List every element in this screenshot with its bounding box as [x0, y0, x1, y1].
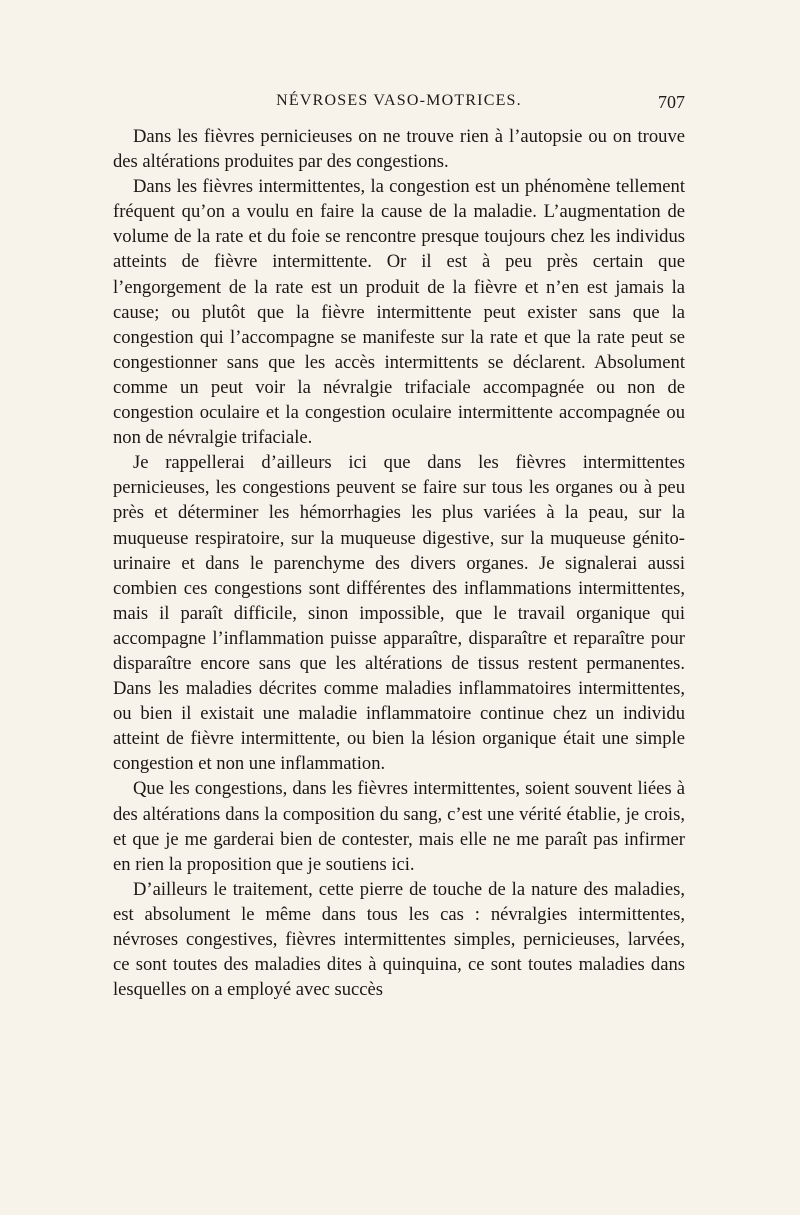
body-text — [113, 124, 685, 1002]
running-title: NÉVROSES VASO-MOTRICES. — [276, 92, 522, 109]
paragraph-1: Dans les fièvres pernicieuses on ne trouve rien à l’autopsie ou on trouve des altérations produites par des congestions. — [113, 126, 685, 173]
paragraph-4: Que les congestions, dans les fièvres intermittentes, soient souvent liées à des altérations dans la composition du sang, c’est une vérité établie, je crois, et que je me garderai bien de contester, mais elle ne me paraît pas infirmer en rien la proposition que je soutiens ici. — [113, 778, 685, 875]
paragraph-3: Je rappellerai d’ailleurs ici que dans les fièvres intermittentes pernicieuses, les congestions peuvent se faire sur tous les organes ou à peu près et déterminer les hémorrhagies les plus variées à la peau, sur la muqueuse respiratoire, sur la muqueuse digestive, sur la muqueuse génito-urinaire et dans le parenchyme des divers organes. Je signalerai aussi combien ces congestions sont différentes des inflammations intermittentes, mais il paraît difficile, sinon impossible, que le travail organique qui accompagne l’inflammation puisse apparaître, disparaître et reparaître pour disparaître encore sans que les altérations de tissus restent permanentes. Dans les maladies décrites comme maladies inflammatoires intermittentes, ou bien il existait une maladie inflammatoire continue chez un individu atteint de fièvre intermittente, ou bien la lésion organique était une simple congestion et non une inflammation. — [113, 452, 685, 775]
paragraph-2: Dans les fièvres intermittentes, la congestion est un phénomène tellement fréquent qu’on a voulu en faire la cause de la maladie. L’augmentation de volume de la rate et du foie se rencontre presque toujours chez les individus atteints de fièvre intermittente. Or il est à peu près certain que l’engorgement de la rate est un produit de la fièvre et n’en est jamais la cause; ou plutôt que la fièvre intermittente peut exister sans que la congestion qui l’accompagne se manifeste sur la rate et que la rate peut se congestionner sans que les accès intermittents se déclarent. Absolument comme un peut voir la névralgie trifaciale accompagnée ou non de congestion oculaire et la congestion oculaire intermittente accompagnée ou non de névralgie trifaciale. — [113, 176, 685, 449]
page-number: 707 — [658, 92, 685, 112]
page-header — [113, 92, 685, 118]
paragraph-5: D’ailleurs le traitement, cette pierre de touche de la nature des maladies, est absolument le même dans tous les cas : névralgies intermittentes, névroses congestives, fièvres intermittentes simples, pernicieuses, larvées, ce sont toutes des maladies dites à quinquina, ce sont toutes maladies dans lesquelles on a employé avec succès — [113, 878, 685, 1001]
